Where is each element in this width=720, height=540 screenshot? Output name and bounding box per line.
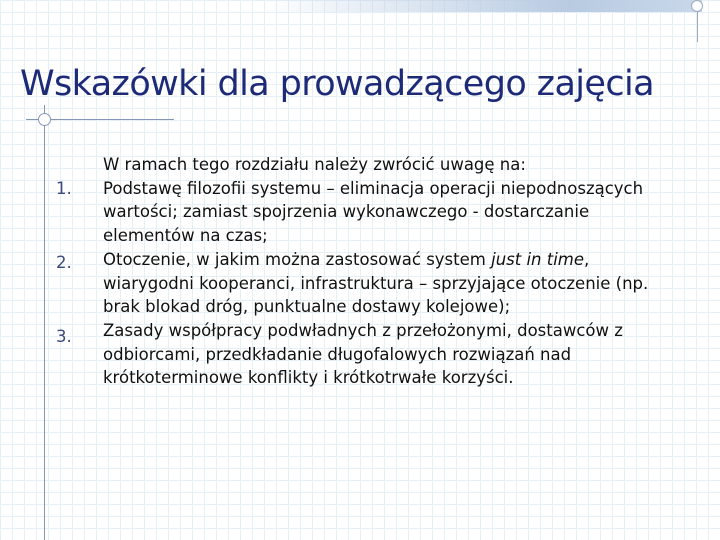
list-item: [56, 248, 683, 319]
list-item: [56, 319, 683, 390]
list-item: [56, 177, 683, 248]
top-right-decorative-circle: [691, 0, 703, 12]
list-item-text-part: , wiarygodni kooperanci, infrastruktura – sprzyjające otoczenie (np. brak blokad dróg, punktualne dostawy kolejowe);: [103, 249, 649, 317]
list-item-number: 3.: [56, 326, 72, 346]
list-item-number: 1.: [56, 178, 72, 198]
italic-term: just in time: [491, 249, 585, 269]
intro-text: W ramach tego rozdziału należy zwrócić uwagę na:: [103, 155, 526, 174]
list-item-text: [103, 248, 683, 319]
slide-title: Wskazówki dla prowadzącego zajęcia: [20, 64, 654, 104]
list-item-text: Zasady współpracy podwładnych z przełożonymi, dostawców z odbiorcami, przedkładanie długofalowych rozwiązań nad krótkoterminowe konflikty i krótkotrwałe korzyści.: [103, 320, 623, 388]
slide-body: [56, 153, 683, 390]
list-item-number: 2.: [56, 252, 72, 272]
top-decorative-bar: [262, 0, 702, 12]
crosshair-circle: [38, 113, 51, 126]
list-item-text-part: Otoczenie, w jakim można zastosować system: [103, 249, 492, 269]
left-vertical-rule: [44, 105, 45, 540]
list-item-text: Podstawę filozofii systemu – eliminacja operacji niepodnoszących wartości; zamiast spojrzenia wykonawczego - dostarczanie elementów na czas;: [103, 178, 644, 246]
